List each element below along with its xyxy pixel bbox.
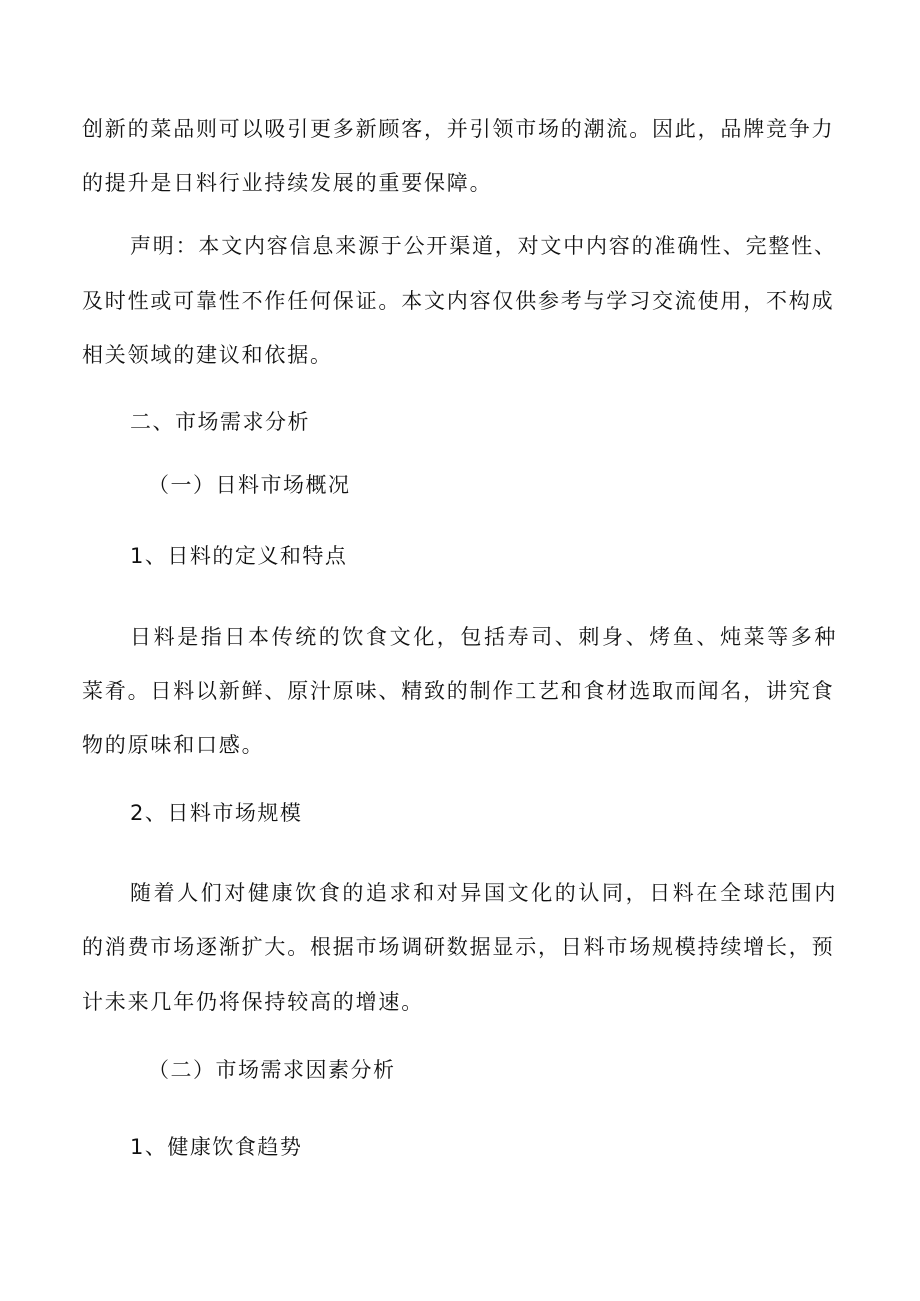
paragraph-line: 计未来几年仍将保持较高的增速。 <box>82 990 424 1014</box>
subsection-heading: （二）市场需求因素分析 <box>148 1058 396 1082</box>
paragraph-line: 创新的菜品则可以吸引更多新顾客，并引领市场的潮流。因此，品牌竞争力 <box>82 117 835 141</box>
paragraph-line: 声明：本文内容信息来源于公开渠道，对文中内容的准确性、完整性、 <box>130 234 837 258</box>
subsection-heading: （一）日料市场概况 <box>148 473 351 497</box>
item-heading: 1、日料的定义和特点 <box>130 544 348 568</box>
paragraph-line: 日料是指日本传统的饮食文化，包括寿司、刺身、烤鱼、炖菜等多种 <box>130 625 838 649</box>
paragraph-line: 的消费市场逐渐扩大。根据市场调研数据显示，日料市场规模持续增长，预 <box>82 935 835 959</box>
paragraph-line: 及时性或可靠性不作任何保证。本文内容仅供参考与学习交流使用，不构成 <box>82 289 835 313</box>
paragraph-line: 相关领域的建议和依据。 <box>82 343 333 367</box>
item-heading: 1、健康饮食趋势 <box>130 1135 303 1159</box>
paragraph-line: 随着人们对健康饮食的追求和对异国文化的认同，日料在全球范围内 <box>130 881 838 905</box>
paragraph-line: 物的原味和口感。 <box>82 733 265 757</box>
paragraph-line: 的提升是日料行业持续发展的重要保障。 <box>82 171 493 195</box>
item-heading: 2、日料市场规模 <box>130 801 303 825</box>
section-heading: 二、市场需求分析 <box>130 410 310 434</box>
paragraph-line: 菜肴。日料以新鲜、原汁原味、精致的制作工艺和食材选取而闻名，讲究食 <box>82 679 835 703</box>
